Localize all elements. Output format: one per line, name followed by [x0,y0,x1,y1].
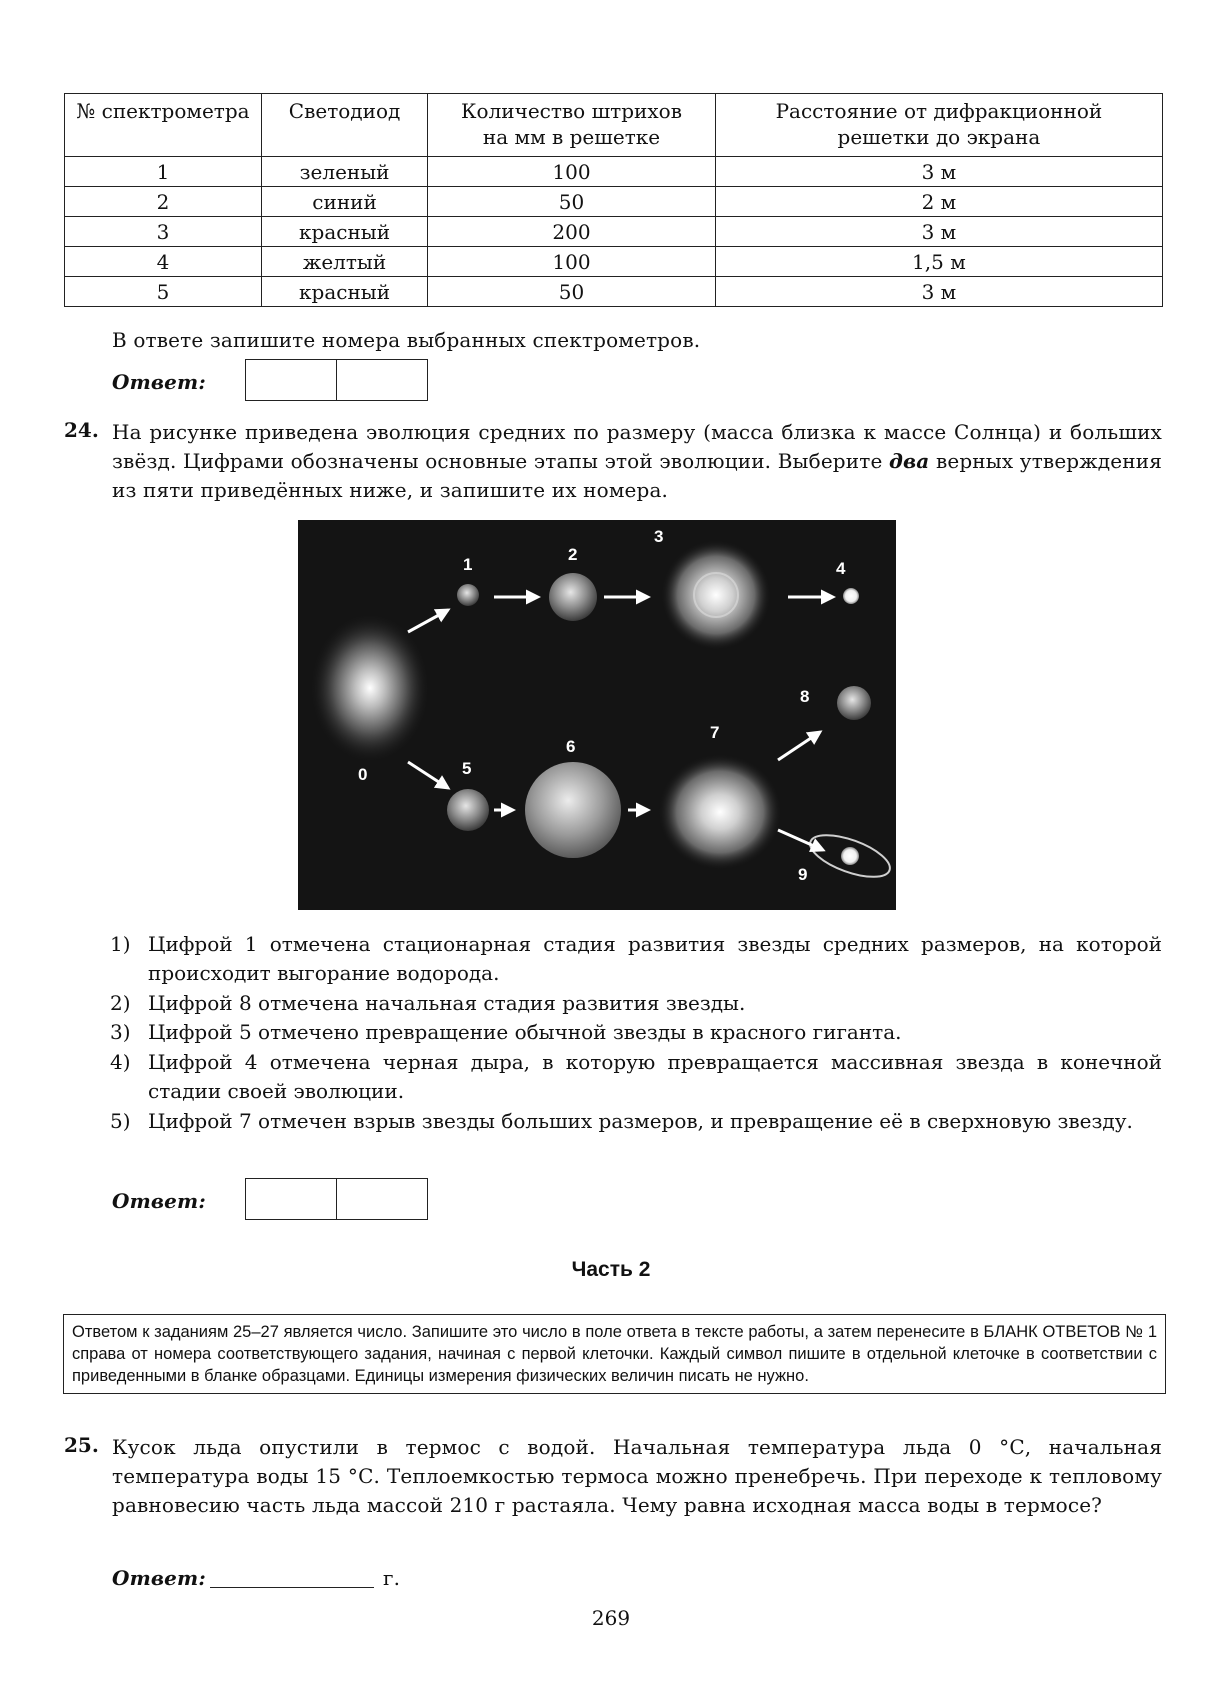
table-header-row [65,94,1163,157]
stage-0-nebula [310,613,430,763]
stage-4-dwarf [843,588,859,604]
cell-led: зеленый [261,157,427,187]
cell-number: 2 [65,187,262,217]
stage-3-giant [661,540,771,650]
cell-distance: 1,5 м [715,247,1162,277]
label-stage-1: 1 [463,555,473,574]
stage-9-core [841,847,859,865]
stage-6-supergiant [525,762,621,858]
answer-cell[interactable] [336,360,427,400]
label-stage-4: 4 [836,559,846,578]
table-row [65,157,1163,187]
cell-lines: 50 [428,277,716,307]
stage-8-star [837,686,871,720]
q24-text [112,418,1162,505]
statement-5 [110,1107,1162,1136]
label-stage-8: 8 [800,687,810,706]
statement-number: 3) [110,1020,131,1044]
q25-answer-label: Ответ: [112,1566,206,1590]
statement-3 [110,1018,1162,1047]
cell-number: 3 [65,217,262,247]
statement-text: Цифрой 7 отмечен взрыв звезды больших размеров, и превращение её в сверхновую звезду. [148,1109,1133,1133]
statement-text: Цифрой 1 отмечена стационарная стадия развития звезды средних размеров, на которой происходит выгорание водорода. [148,932,1162,985]
table-row [65,247,1163,277]
cell-led: красный [261,217,427,247]
spectrometer-table [64,93,1163,307]
answer-cell[interactable] [246,1179,336,1219]
star-evolution-diagram [298,520,896,910]
cell-lines: 50 [428,187,716,217]
table-row [65,277,1163,307]
col-header-number: № спектрометра [65,94,262,157]
label-stage-5: 5 [462,759,472,778]
statement-number: 2) [110,991,131,1015]
table-row [65,187,1163,217]
statement-text: Цифрой 4 отмечена черная дыра, в которую превращается массивная звезда в конечной стадии своей эволюции. [148,1050,1162,1103]
cell-led: красный [261,277,427,307]
cell-number: 4 [65,247,262,277]
statement-number: 4) [110,1050,131,1074]
cell-led: желтый [261,247,427,277]
answer-cell[interactable] [336,1179,427,1219]
statement-4 [110,1048,1162,1106]
statement-2 [110,989,1162,1018]
q24-text-before: На рисунке приведена эволюция средних по размеру (масса близка к массе Солнца) и больших звёзд. Цифрами обозначены основные этапы этой эволюции. Выберите [112,420,1162,473]
cell-distance: 3 м [715,217,1162,247]
part-2-notice: Ответом к заданиям 25–27 является число. Запишите это число в поле ответа в тексте работы, а затем перенесите в БЛАНК ОТВЕТОВ № 1 справа от номера соответствующего задания, начиная с первой клеточки. Каждый символ пишите в отдельной клеточке в соответствии с приведенными в бланке образцами. Единицы измерения физических величин писать не нужно. [63,1314,1166,1394]
col-header-led: Светодиод [261,94,427,157]
col-header-lines: Количество штрихов на мм в решетке [428,94,716,157]
q25-text: Кусок льда опустили в термос с водой. Начальная температура льда 0 °С, начальная температура воды 15 °С. Теплоемкостью термоса можно пренебречь. При переходе к тепловому равновесию часть льда массой 210 г растаяла. Чему равна исходная масса воды в термосе? [112,1435,1162,1517]
arrow-0-1 [408,610,448,632]
statement-number: 5) [110,1109,131,1133]
cell-number: 1 [65,157,262,187]
label-stage-2: 2 [568,545,578,564]
cell-distance: 3 м [715,157,1162,187]
statement-text: Цифрой 8 отмечена начальная стадия развития звезды. [148,991,746,1015]
arrow-7-9 [778,830,823,850]
cell-lines: 100 [428,157,716,187]
cell-number: 5 [65,277,262,307]
col-header-distance: Расстояние от дифракционной решетки до экрана [715,94,1162,157]
stage-2-star [549,573,597,621]
stage-5-star [447,789,489,831]
stage-7-explosion [658,754,782,870]
q23-answer-box[interactable] [245,359,428,401]
star-evolution-figure [298,520,896,910]
label-stage-6: 6 [566,737,576,756]
q24-text-emph: два [888,449,930,473]
part-2-title: Часть 2 [571,1258,651,1281]
cell-distance: 3 м [715,277,1162,307]
page-number: 269 [591,1606,631,1630]
q24-answer-box[interactable] [245,1178,428,1220]
answer-cell[interactable] [246,360,336,400]
statement-number: 1) [110,932,131,956]
q25-unit: г. [383,1566,401,1590]
q24-number: 24. [64,418,99,442]
table-row [65,217,1163,247]
label-stage-7: 7 [710,723,720,742]
q24-answer-label: Ответ: [112,1189,206,1213]
label-stage-3: 3 [654,527,664,546]
q25-number: 25. [64,1433,99,1457]
arrow-0-5 [408,762,448,788]
cell-led: синий [261,187,427,217]
statement-text: Цифрой 5 отмечено превращение обычной звезды в красного гиганта. [148,1020,902,1044]
cell-lines: 100 [428,247,716,277]
q23-answer-label: Ответ: [112,370,206,394]
stage-1-star [457,584,479,606]
label-stage-9: 9 [798,865,808,884]
statement-1 [110,930,1162,988]
cell-lines: 200 [428,217,716,247]
q24-text-after: верных утверждения из пяти приведённых ниже, и запишите их номера. [112,449,1162,502]
q23-instruction: В ответе запишите номера выбранных спектрометров. [112,328,701,352]
q25-answer-field[interactable] [210,1587,374,1588]
arrow-7-8 [778,732,820,760]
label-stage-0: 0 [358,765,368,784]
cell-distance: 2 м [715,187,1162,217]
